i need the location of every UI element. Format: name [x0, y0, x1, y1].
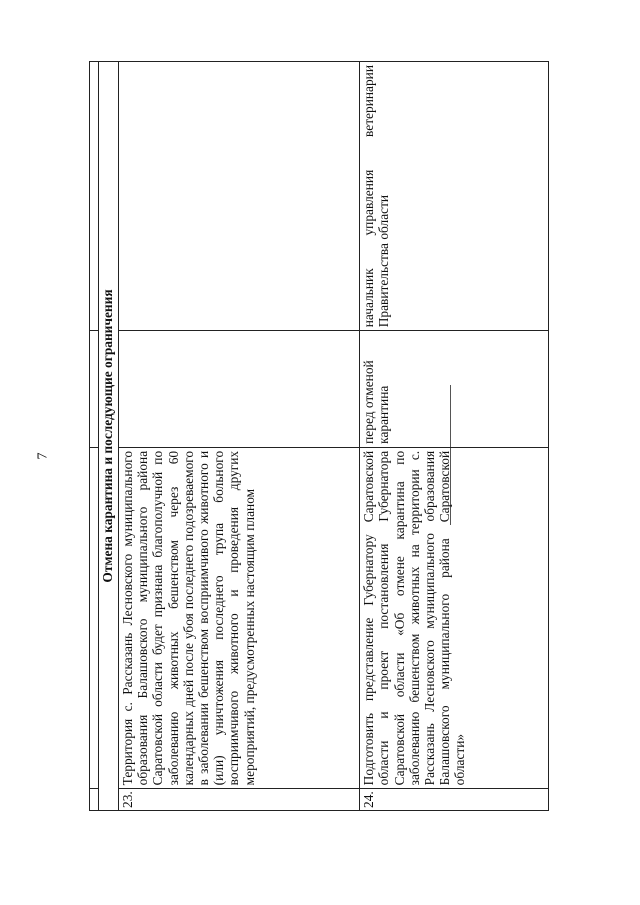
table-row [119, 62, 360, 811]
row-number: 23. [119, 789, 360, 811]
plan-table [89, 61, 549, 811]
row-responsible: начальник управления ветеринарии Правительства области [360, 62, 549, 331]
row-text: Территория с. Рассказань Лесновского муниципального образования Балашовского муниципального района Саратовской области будет признана благополучной по заболеванию животных бешенством через 60 календарных дней после убоя последнего подозреваемого в заболевании бешенством восприимчивого животного и (или) уничтожения последнего трупа больного восприимчивого животного и проведения других мероприятий, предусмотренных настоящим планом [119, 447, 360, 788]
row-number: 24. [360, 789, 549, 811]
section-header-row [99, 62, 119, 811]
row-term: перед отменой карантина [360, 331, 549, 448]
page-number: 7 [35, 452, 51, 460]
row-term [119, 331, 360, 448]
row-responsible [119, 62, 360, 331]
rotated-table-container [89, 61, 549, 811]
table-sheet [89, 61, 549, 811]
table-row [360, 62, 549, 811]
section-title: Отмена карантина и последующие ограничения [99, 62, 119, 811]
row-text: Подготовить представление Губернатору Саратовской области и проект постановления Губернатора Саратовской области «Об отмене карантина по заболеванию бешенством животных на территории с. Рассказань Лесновского муниципального образования Балашовского муниципального района Саратовской области» [360, 447, 549, 788]
table-top-row [90, 62, 99, 811]
